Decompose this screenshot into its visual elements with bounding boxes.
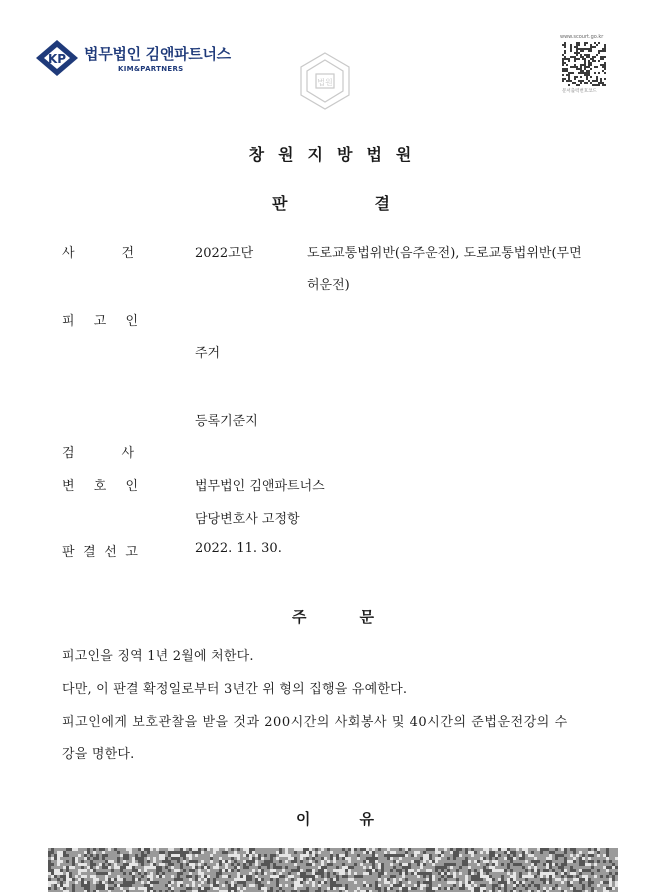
case-charge-line2: 허운전) [307, 278, 350, 293]
seal-text: 법원 [317, 78, 333, 87]
case-label: 사 건 [62, 246, 134, 261]
counsel-firm: 법무법인 김앤파트너스 [195, 479, 325, 494]
order-line-2: 다만, 이 판결 확정일로부터 3년간 위 형의 집행을 유예한다. [62, 682, 408, 697]
defendant-label: 피 고 인 [62, 314, 138, 329]
firm-name-korean: 법무법인 김앤파트너스 [84, 45, 231, 63]
qr-code-icon [562, 42, 606, 86]
sentencing-date: 2022. 11. 30. [195, 541, 282, 556]
case-number: 2022고단 [195, 246, 254, 261]
order-line-4: 강을 명한다. [62, 747, 135, 762]
firm-logo [34, 38, 231, 78]
qr-url: www.scourt.go.kr [560, 34, 604, 40]
defendant-registered-label: 등록기준지 [195, 414, 258, 429]
order-line-3: 피고인에게 보호관찰을 받을 것과 200시간의 사회봉사 및 40시간의 준법운전강의 수 [62, 715, 568, 730]
firm-name-english: KIM&PARTNERS [118, 65, 184, 73]
reason-title: 이 유 [296, 810, 374, 828]
order-title: 주 문 [292, 608, 374, 626]
order-line-1: 피고인을 징역 1년 2월에 처한다. [62, 649, 254, 664]
redacted-block [48, 848, 618, 892]
court-name: 창원지방법원 [248, 145, 426, 164]
counsel-attorney: 담당변호사 고정항 [195, 512, 300, 527]
prosecutor-label: 검 사 [62, 446, 134, 461]
document-title-right: 결 [374, 194, 390, 213]
counsel-label: 변 호 인 [62, 479, 138, 494]
qr-caption: 문서출력번호코드 [562, 89, 597, 94]
firm-logo-mark-icon [34, 38, 80, 78]
defendant-address-label: 주거 [195, 346, 221, 361]
document-title [272, 191, 390, 214]
case-charge-line1: 도로교통법위반(음주운전), 도로교통법위반(무면 [307, 246, 582, 261]
svg-text:KP: KP [47, 52, 67, 66]
sentencing-label: 판 결 선 고 [62, 545, 138, 560]
court-seal-icon [297, 50, 353, 112]
document-title-left: 판 [272, 194, 288, 213]
